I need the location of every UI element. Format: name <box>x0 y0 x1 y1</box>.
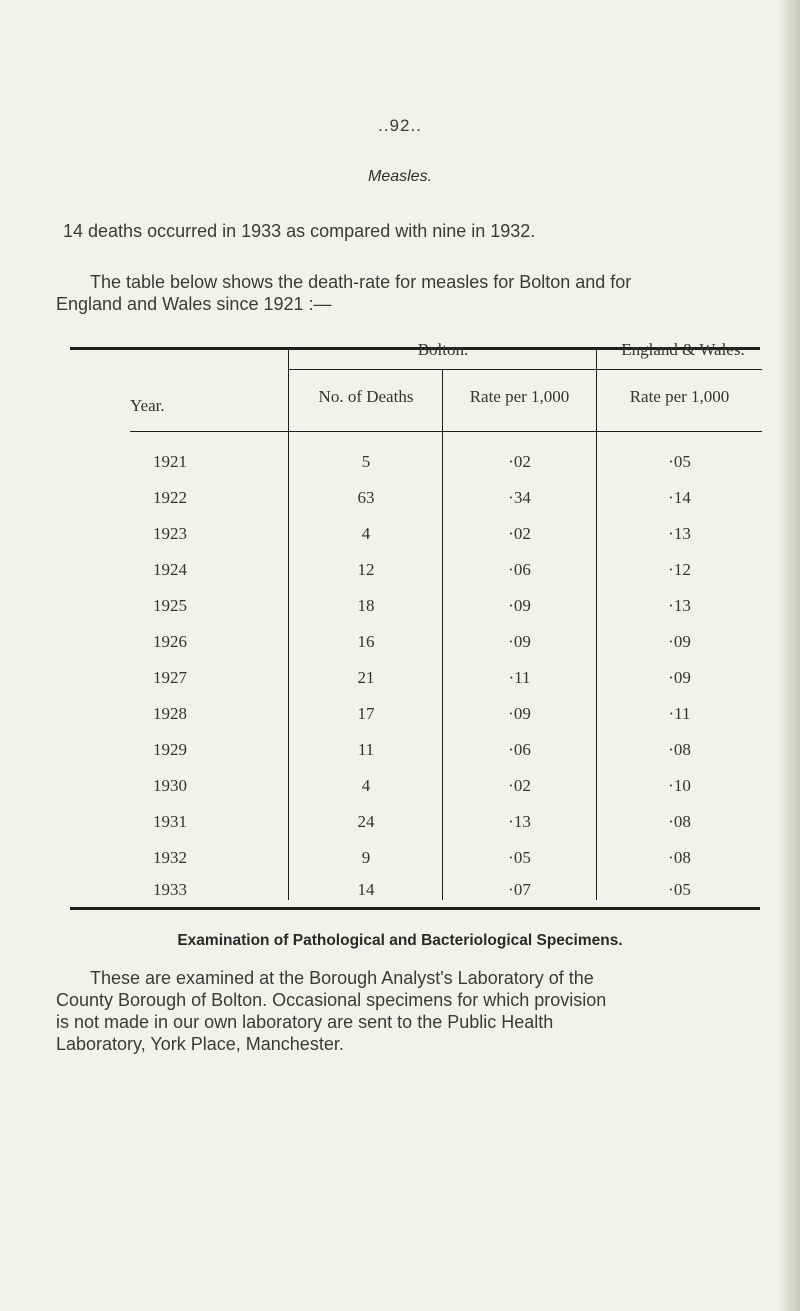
cell-rate: ·11 <box>508 668 531 687</box>
page-number: ..92.. <box>378 116 422 135</box>
cell-rate: ·02 <box>508 452 531 471</box>
cell-deaths: 21 <box>357 668 375 687</box>
cell-ew-rate: ·14 <box>668 488 691 507</box>
cell-deaths: 63 <box>357 488 375 507</box>
cell-rate: ·34 <box>508 488 531 507</box>
table-note-paragraph <box>56 271 766 315</box>
table-note-line-1: The table below shows the death-rate for measles for Bolton and for <box>90 272 632 292</box>
header-no-of-deaths: No. of Deaths <box>318 387 414 406</box>
header-rate-bolton: Rate per 1,000 <box>469 387 570 406</box>
cell-rate: ·07 <box>508 880 531 899</box>
specimens-line-1: These are examined at the Borough Analyst's Laboratory of the <box>90 968 594 988</box>
header-bolton: Bolton. <box>417 340 469 359</box>
cell-rate: ·09 <box>508 632 531 651</box>
specimens-line-3: is not made in our own laboratory are sent to the Public Health <box>56 1012 554 1032</box>
cell-ew-rate: ·08 <box>668 740 691 759</box>
cell-year: 1924 <box>153 560 187 579</box>
cell-deaths: 4 <box>361 524 371 543</box>
cell-year: 1928 <box>153 704 187 723</box>
section-title: Measles. <box>367 168 433 185</box>
table-bottom-rule <box>70 907 760 910</box>
specimens-line-2: County Borough of Bolton. Occasional specimens for which provision <box>56 990 607 1010</box>
vertical-rule-year <box>288 350 289 900</box>
specimens-heading: Examination of Pathological and Bacteriological Specimens. <box>177 932 623 949</box>
cell-ew-rate: ·05 <box>668 452 691 471</box>
cell-ew-rate: ·05 <box>668 880 691 899</box>
cell-year: 1925 <box>153 596 187 615</box>
cell-rate: ·06 <box>508 740 531 759</box>
intro-paragraph: 14 deaths occurred in 1933 as compared with nine in 1932. <box>63 221 536 241</box>
specimens-line-4: Laboratory, York Place, Manchester. <box>56 1034 344 1054</box>
cell-ew-rate: ·10 <box>668 776 691 795</box>
cell-deaths: 9 <box>361 848 371 867</box>
cell-year: 1932 <box>153 848 187 867</box>
header-england-wales: England & Wales. <box>621 340 745 359</box>
cell-ew-rate: ·13 <box>668 524 691 543</box>
header-bottom-rule-year <box>130 431 288 432</box>
cell-year: 1927 <box>153 668 187 687</box>
cell-rate: ·06 <box>508 560 531 579</box>
specimens-paragraph <box>56 967 766 1055</box>
cell-deaths: 12 <box>357 560 375 579</box>
cell-ew-rate: ·11 <box>668 704 691 723</box>
cell-year: 1930 <box>153 776 187 795</box>
cell-year: 1923 <box>153 524 187 543</box>
cell-ew-rate: ·08 <box>668 812 691 831</box>
cell-year: 1921 <box>153 452 187 471</box>
cell-year: 1926 <box>153 632 187 651</box>
header-year: Year. <box>130 396 165 415</box>
cell-year: 1922 <box>153 488 187 507</box>
cell-rate: ·02 <box>508 524 531 543</box>
cell-ew-rate: ·13 <box>668 596 691 615</box>
page-edge-shadow <box>778 0 800 1311</box>
cell-rate: ·13 <box>508 812 531 831</box>
cell-rate: ·09 <box>508 596 531 615</box>
table-note-line-2: England and Wales since 1921 :— <box>56 294 332 314</box>
cell-year: 1933 <box>153 880 187 899</box>
cell-deaths: 18 <box>357 596 375 615</box>
header-subdivider <box>288 369 762 370</box>
cell-ew-rate: ·12 <box>668 560 691 579</box>
header-rate-ew: Rate per 1,000 <box>629 387 730 406</box>
cell-deaths: 14 <box>357 880 375 899</box>
cell-deaths: 16 <box>357 632 375 651</box>
cell-deaths: 17 <box>357 704 375 723</box>
header-bottom-rule-data <box>288 431 762 432</box>
cell-deaths: 24 <box>357 812 375 831</box>
cell-deaths: 11 <box>357 740 375 759</box>
cell-deaths: 4 <box>361 776 371 795</box>
cell-rate: ·09 <box>508 704 531 723</box>
cell-ew-rate: ·09 <box>668 632 691 651</box>
cell-rate: ·02 <box>508 776 531 795</box>
cell-deaths: 5 <box>361 452 371 471</box>
cell-ew-rate: ·08 <box>668 848 691 867</box>
cell-rate: ·05 <box>508 848 531 867</box>
cell-year: 1929 <box>153 740 187 759</box>
cell-year: 1931 <box>153 812 187 831</box>
cell-ew-rate: ·09 <box>668 668 691 687</box>
